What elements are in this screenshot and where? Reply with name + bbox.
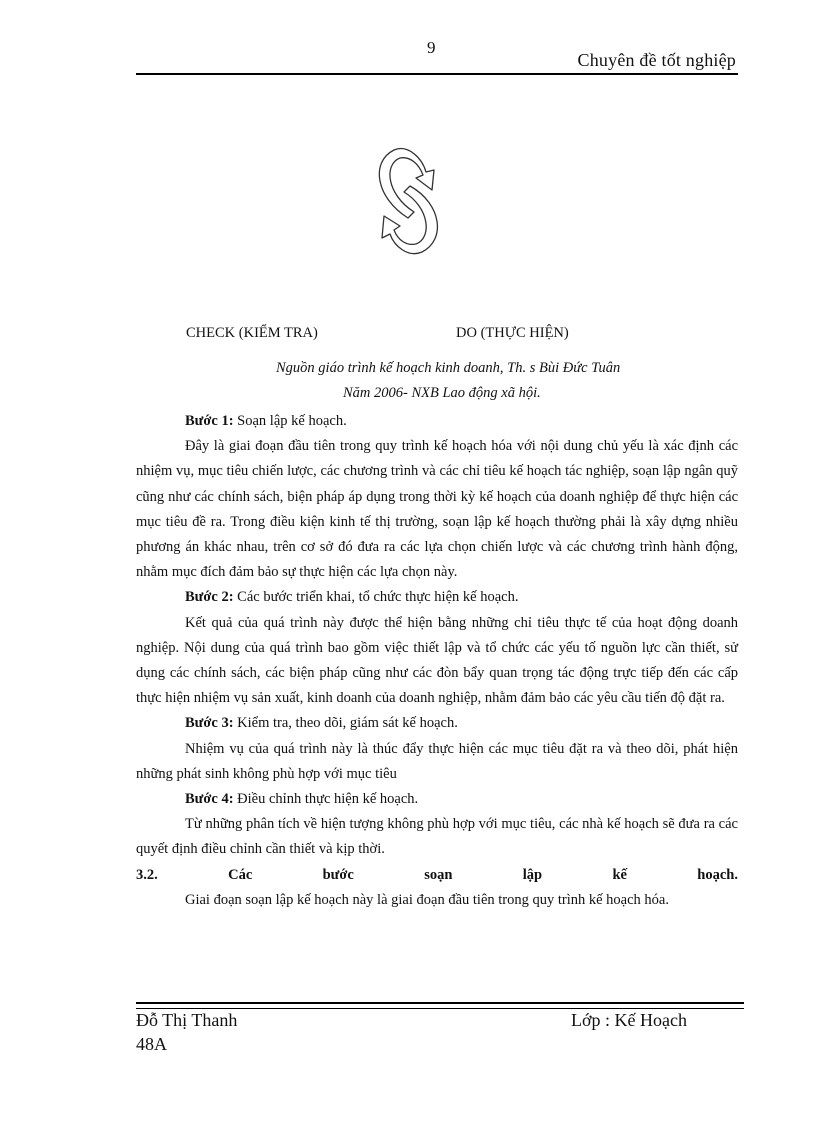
step-3-title: Kiểm tra, theo dõi, giám sát kế hoạch.	[233, 715, 458, 732]
step-1-heading	[136, 409, 738, 434]
footer-class-label: Lớp : Kế Hoạch	[571, 1010, 687, 1030]
step-3-paragraph: Nhiệm vụ của quá trình này là thúc đẩy thực hiện các mục tiêu đặt ra và theo dõi, phát hiện những phát sinh không phù hợp với mục tiêu	[136, 740, 738, 782]
header-title: Chuyên đề tốt nghiệp	[577, 50, 736, 70]
step-4-label: Bước 4:	[185, 791, 234, 808]
source-line-1: Nguồn giáo trình kế hoạch kinh doanh, Th. s Bùi Đức Tuân	[276, 360, 621, 376]
source-line-2: Năm 2006- NXB Lao động xã hội.	[343, 385, 541, 401]
section-heading-word: 3.2.	[136, 866, 158, 883]
page-number: 9	[427, 38, 436, 57]
check-label: CHECK (KIỂM TRA)	[186, 325, 318, 341]
step-1-label: Bước 1:	[185, 413, 234, 429]
section-heading-word: kế	[612, 866, 627, 883]
section-heading-word: soạn	[424, 866, 453, 883]
step-2-paragraph: Kết quả của quá trình này được thể hiện bằng những chỉ tiêu thực tế của hoạt động doanh nghiệp. Nội dung của quá trình bao gồm việc thiết lập và tổ chức các yếu tố nguồn lực cần thiết, sử dụng các chính sách, các biện pháp cũng như các đòn bẩy quan trọng tác động trực tiếp đến các cấp thực hiện nhiệm vụ sản xuất, kinh doanh của doanh nghiệp, nhằm đảm bảo các yêu cầu tiến độ đặt ra.	[136, 614, 738, 707]
cycle-labels	[186, 325, 646, 342]
body-text	[136, 409, 738, 913]
section-heading-word: lập	[522, 866, 543, 883]
step-2-label: Bước 2:	[185, 589, 234, 606]
footer-divider	[136, 1002, 744, 1009]
circular-arrows-icon	[372, 142, 444, 260]
section-paragraph: Giai đoạn soạn lập kế hoạch này là giai đoạn đầu tiên trong quy trình kế hoạch hóa.	[185, 891, 669, 908]
step-2-heading	[136, 585, 738, 610]
step-4-title: Điều chỉnh thực hiện kế hoạch.	[233, 791, 419, 808]
step-1-paragraph: Đây là giai đoạn đầu tiên trong quy trình kế hoạch hóa với nội dung chủ yếu là xác định các nhiệm vụ, mục tiêu chiến lược, các chương trình và các chỉ tiêu kế hoạch tác nghiệp, soạn lập ngân quỹ cũng như các chính sách, biện pháp áp dụng trong thời kỳ kế hoạch của doanh nghiệp để thực hiện các mục tiêu đề ra. Trong điều kiện kinh tế thị trường, soạn lập kế hoạch thường phải là xây dựng nhiều phương án khác nhau, trên cơ sở đó đưa ra các lựa chọn chiến lược và các chương trình hành động, nhằm mục đích đảm bảo sự thực hiện các lựa chọn này.	[136, 438, 738, 581]
step-2-title: Các bước triển khai, tổ chức thực hiện kế hoạch.	[233, 589, 519, 606]
step-3-heading	[136, 711, 738, 736]
header-divider	[136, 73, 738, 75]
footer-author: Đỗ Thị Thanh	[136, 1010, 238, 1030]
step-1-title: Soạn lập kế hoạch.	[233, 413, 347, 429]
step-4-paragraph: Từ những phân tích về hiện tượng không phù hợp với mục tiêu, các nhà kế hoạch sẽ đưa ra các quyết định điều chỉnh cần thiết và kịp thời.	[136, 816, 738, 858]
section-heading-word: Các	[228, 866, 253, 883]
step-4-heading	[136, 787, 738, 812]
step-3-label: Bước 3:	[185, 715, 234, 732]
section-heading	[136, 863, 738, 888]
do-label: DO (THỰC HIỆN)	[456, 325, 569, 341]
section-heading-word: bước	[322, 866, 354, 883]
section-heading-word: hoạch.	[697, 866, 738, 883]
footer-class-code: 48A	[136, 1034, 167, 1054]
